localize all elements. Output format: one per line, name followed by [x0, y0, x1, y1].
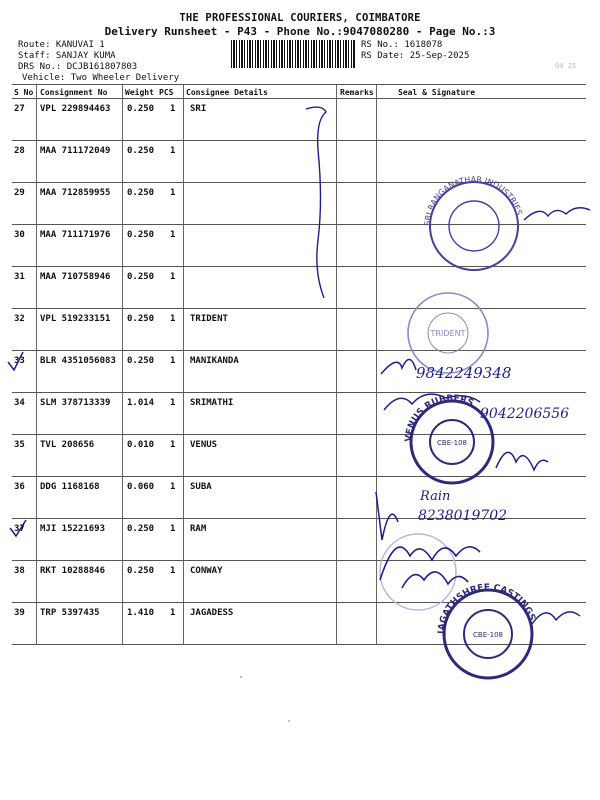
staff-label: Staff: SANJAY KUMA: [18, 51, 116, 61]
cell-sno: 28: [14, 146, 25, 156]
svg-text:CBE-108: CBE-108: [473, 631, 503, 639]
handwritten-phone-row-36: 8238019702: [418, 508, 508, 524]
signature-row-37: [380, 547, 480, 580]
col-header-sno: S No: [14, 88, 34, 97]
row-rule: [12, 182, 586, 183]
cell-pcs: 1: [170, 146, 176, 156]
cell-consignee: RAM: [190, 524, 207, 534]
svg-text:CBE-108: CBE-108: [437, 439, 467, 447]
handwritten-phone-row-34: 9042206556: [480, 406, 570, 422]
cell-weight: 0.250: [127, 566, 155, 576]
cell-sno: 37: [14, 524, 25, 534]
cell-sno: 29: [14, 188, 25, 198]
runsheet-subtitle: Delivery Runsheet - P43 - Phone No.:9047080280 - Page No.:3: [104, 25, 496, 38]
col-divider: [36, 85, 37, 645]
row-rule: [12, 140, 586, 141]
cell-consignment: DDG 1168168: [40, 482, 100, 492]
trident-seal: [408, 293, 488, 373]
cell-weight: 0.250: [127, 524, 155, 534]
scan-speck: [240, 676, 242, 678]
drs-number: DRS No.: DCJB161807803: [18, 62, 138, 72]
cell-consignee: SUBA: [190, 482, 212, 492]
cell-weight: 0.250: [127, 356, 155, 366]
route-label: Route: KANUVAI 1: [18, 40, 105, 50]
row-rule: [12, 350, 586, 351]
handwritten-name-row-36: Rain: [420, 489, 451, 504]
cell-weight: 1.410: [127, 608, 155, 618]
row-rule: [12, 266, 586, 267]
cell-sno: 33: [14, 356, 25, 366]
rs-date: RS Date: 25-Sep-2025: [361, 51, 470, 61]
cell-pcs: 1: [170, 356, 176, 366]
cell-sno: 35: [14, 440, 25, 450]
cell-weight: 0.250: [127, 188, 155, 198]
cell-consignee: VENUS: [190, 440, 218, 450]
row-rule: [12, 308, 586, 309]
handwritten-phone-row-33: 9842249348: [416, 364, 512, 382]
col-divider: [376, 85, 377, 645]
cell-consignment: MAA 711172049: [40, 146, 111, 156]
col-header-consignment: Consignment No: [40, 88, 108, 97]
cell-pcs: 1: [170, 398, 176, 408]
cell-consignment: VPL 229894463: [40, 104, 111, 114]
cell-sno: 27: [14, 104, 25, 114]
cell-pcs: 1: [170, 524, 176, 534]
row-rule: [12, 644, 586, 645]
faint-seal: [380, 534, 456, 610]
rs-number: RS No.: 1618078: [361, 40, 443, 50]
row-rule: [12, 560, 586, 561]
cell-sno: 38: [14, 566, 25, 576]
row-rule: [12, 224, 586, 225]
jagathshree-castings-seal: [437, 583, 537, 678]
col-header-pcs: PCS: [159, 88, 174, 97]
signature-row-36: [376, 492, 398, 540]
cell-pcs: 1: [170, 188, 176, 198]
cell-weight: 0.250: [127, 104, 155, 114]
cell-weight: 0.250: [127, 272, 155, 282]
col-divider: [336, 85, 337, 645]
cell-consignment: MAA 712859955: [40, 188, 111, 198]
cell-sno: 36: [14, 482, 25, 492]
cell-sno: 34: [14, 398, 25, 408]
cell-consignment: MAA 710758946: [40, 272, 111, 282]
scan-speck: [288, 720, 290, 722]
vehicle-label: Vehicle: Two Wheeler Delivery: [22, 73, 180, 83]
cell-consignment: MAA 711171976: [40, 230, 111, 240]
cell-consignee: SRI: [190, 104, 207, 114]
cell-pcs: 1: [170, 608, 176, 618]
cell-pcs: 1: [170, 272, 176, 282]
cell-sno: 31: [14, 272, 25, 282]
signature-row-35: [496, 452, 548, 470]
cell-consignee: JAGADESS: [190, 608, 234, 618]
cell-weight: 1.014: [127, 398, 155, 408]
svg-text:JAGATHSHREE CASTINGS: JAGATHSHREE CASTINGS: [436, 582, 537, 635]
svg-text:TRIDENT: TRIDENT: [430, 329, 466, 338]
company-title: THE PROFESSIONAL COURIERS, COIMBATORE: [179, 12, 421, 24]
cell-consignment: RKT 10288846: [40, 566, 106, 576]
table-top-rule: [12, 84, 586, 85]
cell-weight: 0.010: [127, 440, 155, 450]
cell-sno: 39: [14, 608, 25, 618]
svg-text:SRI RANGANATHAR INDUSTRIES: SRI RANGANATHAR INDUSTRIES: [422, 174, 524, 227]
venus-rubbers-seal: [404, 394, 493, 483]
cell-consignment: BLR 4351056083: [40, 356, 116, 366]
svg-text:VENUS RUBBERS: VENUS RUBBERS: [403, 393, 475, 443]
cell-pcs: 1: [170, 230, 176, 240]
cell-weight: 0.250: [127, 230, 155, 240]
signature-row-38: [402, 572, 468, 588]
signature-row-34: [384, 394, 480, 410]
faint-mark: 04 25: [555, 62, 577, 70]
col-header-weight: Weight: [125, 88, 154, 97]
cell-pcs: 1: [170, 314, 176, 324]
cell-consignee: CONWAY: [190, 566, 223, 576]
cell-consignment: TRP 5397435: [40, 608, 100, 618]
cell-sno: 32: [14, 314, 25, 324]
cell-consignee: TRIDENT: [190, 314, 228, 324]
cell-weight: 0.250: [127, 146, 155, 156]
row-rule: [12, 476, 586, 477]
cell-weight: 0.250: [127, 314, 155, 324]
cell-weight: 0.060: [127, 482, 155, 492]
signature-row-39: [532, 612, 580, 624]
col-header-consignee: Consignee Details: [186, 88, 268, 97]
signature-row-33: [381, 359, 416, 374]
cell-consignment: SLM 378713339: [40, 398, 111, 408]
row-rule: [12, 602, 586, 603]
cell-consignee: MANIKANDA: [190, 356, 239, 366]
company-seal: [423, 175, 524, 270]
col-header-remarks: Remarks: [340, 88, 374, 97]
row-rule: [12, 392, 586, 393]
cell-pcs: 1: [170, 440, 176, 450]
row-rule: [12, 434, 586, 435]
cell-sno: 30: [14, 230, 25, 240]
cell-consignment: TVL 208656: [40, 440, 95, 450]
col-divider: [183, 85, 184, 645]
col-header-seal: Seal & Signature: [398, 88, 476, 97]
row-rule: [12, 518, 586, 519]
cell-consignment: VPL 519233151: [40, 314, 111, 324]
cell-consignment: MJI 15221693: [40, 524, 106, 534]
table-header-rule: [12, 98, 586, 99]
barcode-image: [231, 40, 355, 68]
cell-pcs: 1: [170, 482, 176, 492]
cell-pcs: 1: [170, 566, 176, 576]
signature-row-29: [524, 208, 590, 220]
col-divider: [122, 85, 123, 645]
delivery-bracket-mark: [306, 107, 326, 298]
cell-pcs: 1: [170, 104, 176, 114]
cell-consignee: SRIMATHI: [190, 398, 234, 408]
